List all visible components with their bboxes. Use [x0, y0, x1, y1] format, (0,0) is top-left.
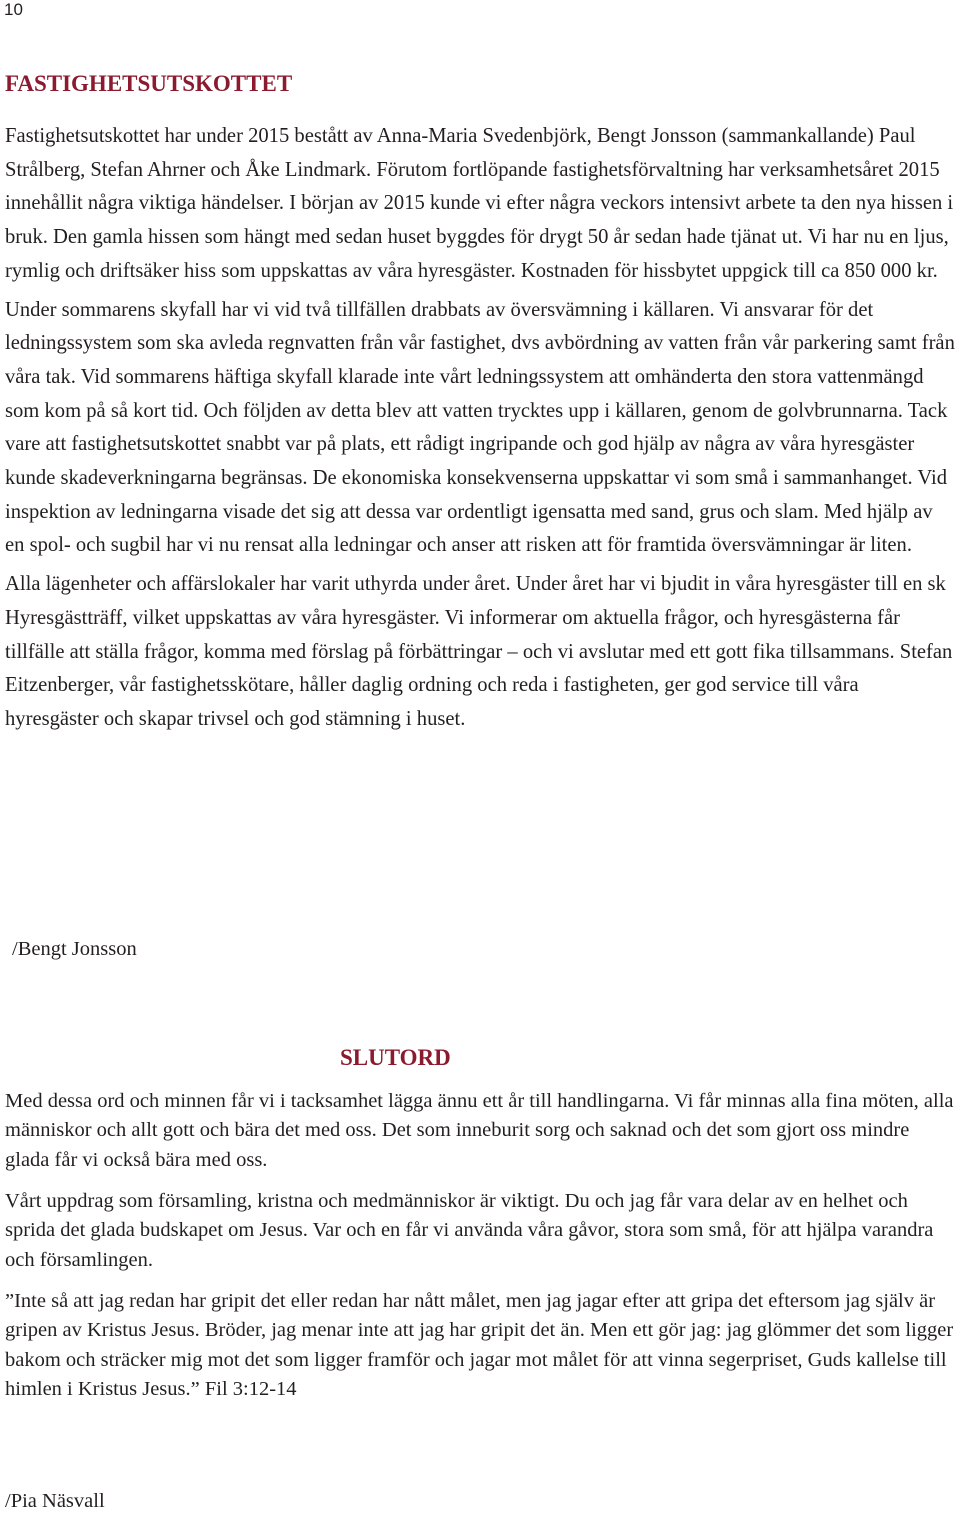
paragraph: Vårt uppdrag som församling, kristna och medmänniskor är viktigt. Du och jag får vara delar av en helhet och sprida det glada budskapet om Jesus. Var och en får vi använda våra gåvor, stora som små, för att hjälpa varandra och församlingen. [5, 1190, 934, 1271]
signature-bengt-jonsson: /Bengt Jonsson [12, 938, 137, 960]
bible-quote-paragraph: ”Inte så att jag redan har gripit det eller redan har nått målet, men jag jagar efter att gripa det eftersom jag själv är gripen av Kristus Jesus. Bröder, jag menar inte att jag har gripit det än. Men ett gör jag: jag glömmer det som ligger bakom och sträcker mig mot det som ligger framför och jagar mot målet för att vinna segerpriset, Guds kallelse till himlen i Kristus Jesus.” Fil 3:12-14 [5, 1290, 954, 1400]
paragraph: Fastighetsutskottet har under 2015 bestått av Anna-Maria Svedenbjörk, Bengt Jonsson (sammankallande) Paul Strålberg, Stefan Ahrner och Åke Lindmark. Förutom fortlöpande fastighetsförvaltning har verksamhetsåret 2015 innehållit några viktiga händelser. I början av 2015 kunde vi efter några veckors intensivt arbete ta den nya hissen i bruk. Den gamla hissen som hängt med sedan huset byggdes för drygt 50 år sedan hade tjänat ut. Vi har nu en ljus, rymlig och driftsäker hiss som uppskattas av våra hyresgäster. Kostnaden för hissbytet uppgick till ca 850 000 kr. [5, 125, 954, 282]
signature-pia-nasvall: /Pia Näsvall [5, 1490, 105, 1512]
paragraph: Alla lägenheter och affärslokaler har varit uthyrda under året. Under året har vi bjudit in våra hyresgäster till en sk Hyresgästträff, vilket uppskattas av våra hyresgäster. Vi informerar om aktuella frågor, och hyresgästerna får tillfälle att ställa frågor, komma med förslag på förbättringar – och vi avslutar med ett gott fika tillsammans. Stefan Eitzenberger, vår fastighetsskötare, håller daglig ordning och reda i fastigheten, ger god service till våra hyresgäster och skapar trivsel och god stämning i huset. [5, 573, 953, 730]
paragraph: Under sommarens skyfall har vi vid två tillfällen drabbats av översvämning i källaren. Vi ansvarar för det ledningssystem som ska avleda regnvatten från vår fastighet, dvs avbördning av vatten från vår parkering samt från våra tak. Vid sommarens häftiga skyfall klarade inte vårt ledningssystem att omhänderta den stora vattenmängd som kom på så kort tid. Och följden av detta blev att vatten trycktes upp i källaren, genom de golvbrunnarna. Tack vare att fastighetsutskottet snabbt var på plats, ett rådigt ingripande och god hjälp av några av våra hyresgäster kunde skadeverkningarna begränsas. De ekonomiska konsekvenserna uppskattar vi som små i sammanhanget. Vid inspektion av ledningarna visade det sig att dessa var ordentligt igensatta med sand, grus och slam. Med hjälp av en spol- och sugbil har vi nu rensat alla ledningar och anser att risken att för framtida översvämningar är liten. [5, 298, 955, 557]
section-title-fastighetsutskottet: FASTIGHETSUTSKOTTET [5, 71, 293, 96]
section-title-slutord: SLUTORD [340, 1045, 451, 1070]
page-number: 10 [4, 0, 23, 19]
fastighetsutskottet-body [5, 120, 957, 737]
paragraph: Med dessa ord och minnen får vi i tacksamhet lägga ännu ett år till handlingarna. Vi får minnas alla fina möten, alla människor och allt gott och bära det med oss. Det som inneburit sorg och saknad och det som gjort oss mindre glada får vi också bära med oss. [5, 1090, 954, 1171]
